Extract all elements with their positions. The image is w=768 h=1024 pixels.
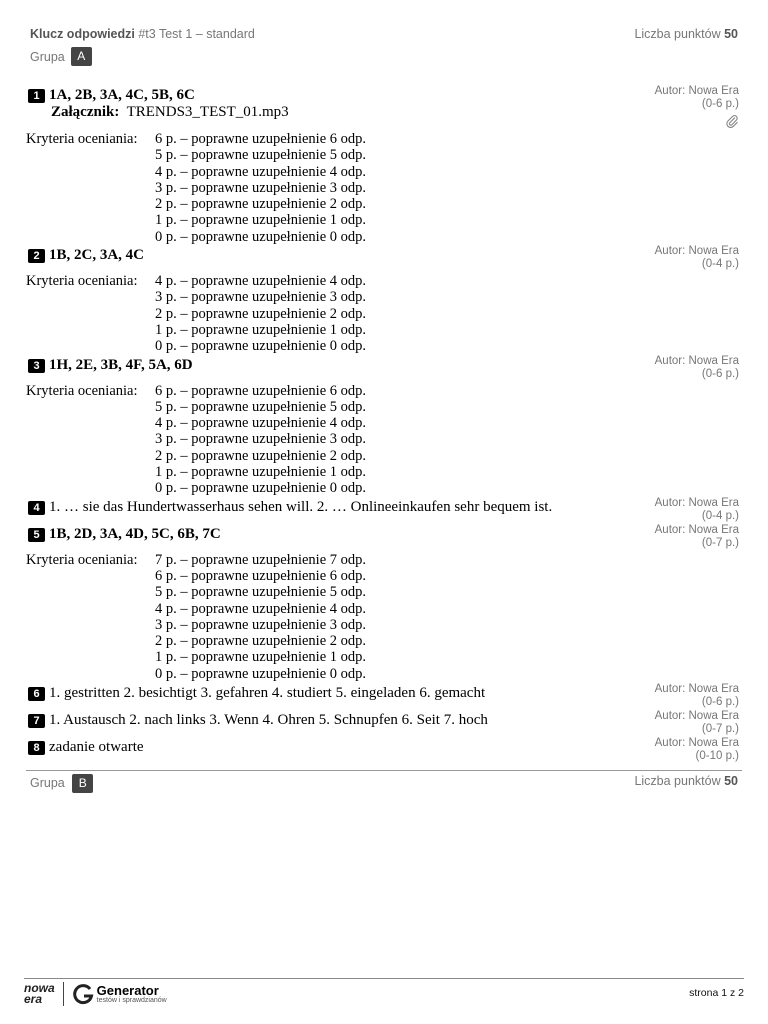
task-number-badge: 4 xyxy=(28,501,45,515)
task-answer: zadanie otwarte xyxy=(49,739,144,756)
task-5 xyxy=(26,523,742,682)
task-author: Autor: Nowa Era xyxy=(654,85,739,97)
task-author: Autor: Nowa Era xyxy=(654,354,739,367)
criteria-item: 1 p. – poprawne uzupełnienie 1 odp. xyxy=(155,649,367,666)
task-answer: 1. Austausch 2. nach links 3. Wenn 4. Ohren 5. Schnupfen 6. Seit 7. hoch xyxy=(49,712,488,729)
task-answer: 1. … sie das Hundertwasserhaus sehen will. 2. … Onlineeinkaufen sehr bequem ist. xyxy=(49,498,553,515)
criteria-item: 3 p. – poprawne uzupełnienie 3 odp. xyxy=(155,431,367,448)
criteria-item: 0 p. – poprawne uzupełnienie 0 odp. xyxy=(155,228,367,245)
task-author: Autor: Nowa Era xyxy=(654,245,739,258)
task-meta xyxy=(655,737,739,763)
criteria-item: 1 p. – poprawne uzupełnienie 1 odp. xyxy=(155,464,367,481)
criteria-item: 2 p. – poprawne uzupełnienie 2 odp. xyxy=(155,196,367,213)
criteria-item: 4 p. – poprawne uzupełnienie 4 odp. xyxy=(155,163,367,180)
answer-key-title: Klucz odpowiedzi #t3 Test 1 – standard xyxy=(30,27,255,41)
task-author: Autor: Nowa Era xyxy=(654,737,739,750)
task-6 xyxy=(26,683,742,709)
task-points: (0-6 p.) xyxy=(701,696,739,709)
task-answer: 1B, 2D, 3A, 4D, 5C, 6B, 7C xyxy=(49,525,221,542)
criteria-item: 6 p. – poprawne uzupełnienie 6 odp. xyxy=(155,382,367,399)
task-points: (0-4 p.) xyxy=(701,258,739,271)
criteria-item: 4 p. – poprawne uzupełnienie 4 odp. xyxy=(155,415,367,432)
criteria-list xyxy=(155,383,366,497)
task-points: (0-6 p.) xyxy=(701,98,739,110)
grading-criteria: Kryteria oceniania: 6 p. – poprawne uzupełnienie 6 odp. 5 p. – poprawne uzupełnienie 5 odp. 4 p. – poprawne uzupełnienie 4 odp. 3 p. – poprawne uzupełnienie 3 odp. 2 p. – poprawne uzupełnienie 2 odp. 1 p. – poprawne uzupełnienie 1 odp. 0 p. – poprawne uzupełnienie 0 odp. xyxy=(26,131,367,245)
task-7 xyxy=(26,710,742,736)
group-a-badge: A xyxy=(71,47,92,66)
task-meta xyxy=(655,524,739,550)
page-number: strona 1 z 2 xyxy=(689,987,744,999)
criteria-list xyxy=(155,273,366,354)
task-meta xyxy=(655,85,739,128)
task-4 xyxy=(26,496,742,522)
page-header xyxy=(30,27,738,66)
task-8 xyxy=(26,737,742,763)
footer-divider xyxy=(24,978,744,979)
task-number-badge: 1 xyxy=(28,89,45,103)
criteria-item: 0 p. – poprawne uzupełnienie 0 odp. xyxy=(155,480,367,497)
task-meta xyxy=(655,355,739,381)
group-label: Grupa xyxy=(30,776,65,790)
criteria-item: 4 p. – poprawne uzupełnienie 4 odp. xyxy=(155,600,367,617)
task-points: (0-7 p.) xyxy=(701,723,739,736)
task-author: Autor: Nowa Era xyxy=(654,496,739,509)
task-2 xyxy=(26,247,742,354)
criteria-item: 0 p. – poprawne uzupełnienie 0 odp. xyxy=(155,338,367,355)
criteria-item: 1 p. – poprawne uzupełnienie 1 odp. xyxy=(155,321,367,338)
task-number-badge: 8 xyxy=(28,741,45,755)
task-answer: 1B, 2C, 3A, 4C xyxy=(49,247,145,264)
section-divider xyxy=(26,770,742,771)
logo-divider xyxy=(63,982,64,1006)
total-points: Liczba punktów 50 xyxy=(634,774,738,788)
group-a-row xyxy=(30,47,738,66)
task-1 xyxy=(26,87,742,245)
task-meta xyxy=(655,497,739,523)
criteria-item: 3 p. – poprawne uzupełnienie 3 odp. xyxy=(155,289,367,306)
task-answer: 1H, 2E, 3B, 4F, 5A, 6D xyxy=(49,356,193,373)
criteria-item: 3 p. – poprawne uzupełnienie 3 odp. xyxy=(155,616,367,633)
task-author: Autor: Nowa Era xyxy=(654,683,739,696)
task-number-badge: 7 xyxy=(28,714,45,728)
footer-logos xyxy=(24,982,167,1006)
task-points: (0-7 p.) xyxy=(701,536,739,549)
answer-list xyxy=(26,84,742,763)
criteria-item: 2 p. – poprawne uzupełnienie 2 odp. xyxy=(155,447,367,464)
task-author: Autor: Nowa Era xyxy=(654,710,739,723)
attachment: Załącznik: TRENDS3_TEST_01.mp3 xyxy=(51,104,289,120)
task-points: (0-4 p.) xyxy=(701,509,739,522)
criteria-list xyxy=(155,552,366,682)
task-answer: 1A, 2B, 3A, 4C, 5B, 6C xyxy=(49,87,195,103)
grading-criteria: Kryteria oceniania: 6 p. – poprawne uzupełnienie 6 odp. 5 p. – poprawne uzupełnienie 5 odp. 4 p. – poprawne uzupełnienie 4 odp. 3 p. – poprawne uzupełnienie 3 odp. 2 p. – poprawne uzupełnienie 2 odp. 1 p. – poprawne uzupełnienie 1 odp. 0 p. – poprawne uzupełnienie 0 odp. xyxy=(26,382,367,497)
grading-criteria: Kryteria oceniania: 7 p. – poprawne uzupełnienie 7 odp. 6 p. – poprawne uzupełnienie 6 odp. 5 p. – poprawne uzupełnienie 5 odp. 4 p. – poprawne uzupełnienie 4 odp. 3 p. – poprawne uzupełnienie 3 odp. 2 p. – poprawne uzupełnienie 2 odp. 1 p. – poprawne uzupełnienie 1 odp. 0 p. – poprawne uzupełnienie 0 odp. xyxy=(26,551,367,682)
group-label: Grupa xyxy=(30,49,65,64)
criteria-item: 5 p. – poprawne uzupełnienie 5 odp. xyxy=(155,584,367,601)
task-number-badge: 2 xyxy=(28,249,45,263)
task-points: (0-10 p.) xyxy=(695,750,739,763)
group-b-badge: B xyxy=(72,774,93,793)
task-meta xyxy=(655,683,739,709)
grading-criteria: Kryteria oceniania: 4 p. – poprawne uzupełnienie 4 odp. 3 p. – poprawne uzupełnienie 3 odp. 2 p. – poprawne uzupełnienie 2 odp. 1 p. – poprawne uzupełnienie 1 odp. 0 p. – poprawne uzupełnienie 0 odp. xyxy=(26,273,367,355)
task-number-badge: 5 xyxy=(28,528,45,542)
criteria-item: 5 p. – poprawne uzupełnienie 5 odp. xyxy=(155,398,367,415)
task-meta xyxy=(655,245,739,271)
criteria-item: 3 p. – poprawne uzupełnienie 3 odp. xyxy=(155,179,367,196)
nowa-era-logo: nowa era xyxy=(24,981,55,1006)
criteria-list xyxy=(155,131,366,245)
task-answer: 1. gestritten 2. besichtigt 3. gefahren 4. studiert 5. eingeladen 6. gemacht xyxy=(49,685,486,702)
criteria-item: 0 p. – poprawne uzupełnienie 0 odp. xyxy=(155,665,367,682)
group-b-row xyxy=(30,774,738,793)
generator-g-icon xyxy=(72,983,94,1005)
generator-logo: Generator testów i sprawdzianów xyxy=(72,983,167,1005)
criteria-item: 4 p. – poprawne uzupełnienie 4 odp. xyxy=(155,273,367,290)
task-number-badge: 3 xyxy=(28,359,45,373)
task-number-badge: 6 xyxy=(28,687,45,701)
attachment-file-link[interactable]: TRENDS3_TEST_01.mp3 xyxy=(126,104,289,120)
criteria-item: 1 p. – poprawne uzupełnienie 1 odp. xyxy=(155,212,367,229)
total-points: Liczba punktów 50 xyxy=(634,27,738,41)
criteria-item: 7 p. – poprawne uzupełnienie 7 odp. xyxy=(155,551,367,568)
criteria-item: 2 p. – poprawne uzupełnienie 2 odp. xyxy=(155,633,367,650)
task-points: (0-6 p.) xyxy=(701,367,739,380)
criteria-item: 6 p. – poprawne uzupełnienie 6 odp. xyxy=(155,567,367,584)
criteria-item: 5 p. – poprawne uzupełnienie 5 odp. xyxy=(155,147,367,164)
task-3 xyxy=(26,354,742,497)
criteria-item: 2 p. – poprawne uzupełnienie 2 odp. xyxy=(155,305,367,322)
task-author: Autor: Nowa Era xyxy=(654,523,739,536)
task-meta xyxy=(655,710,739,736)
criteria-item: 6 p. – poprawne uzupełnienie 6 odp. xyxy=(155,131,367,147)
paperclip-icon[interactable] xyxy=(725,114,739,128)
